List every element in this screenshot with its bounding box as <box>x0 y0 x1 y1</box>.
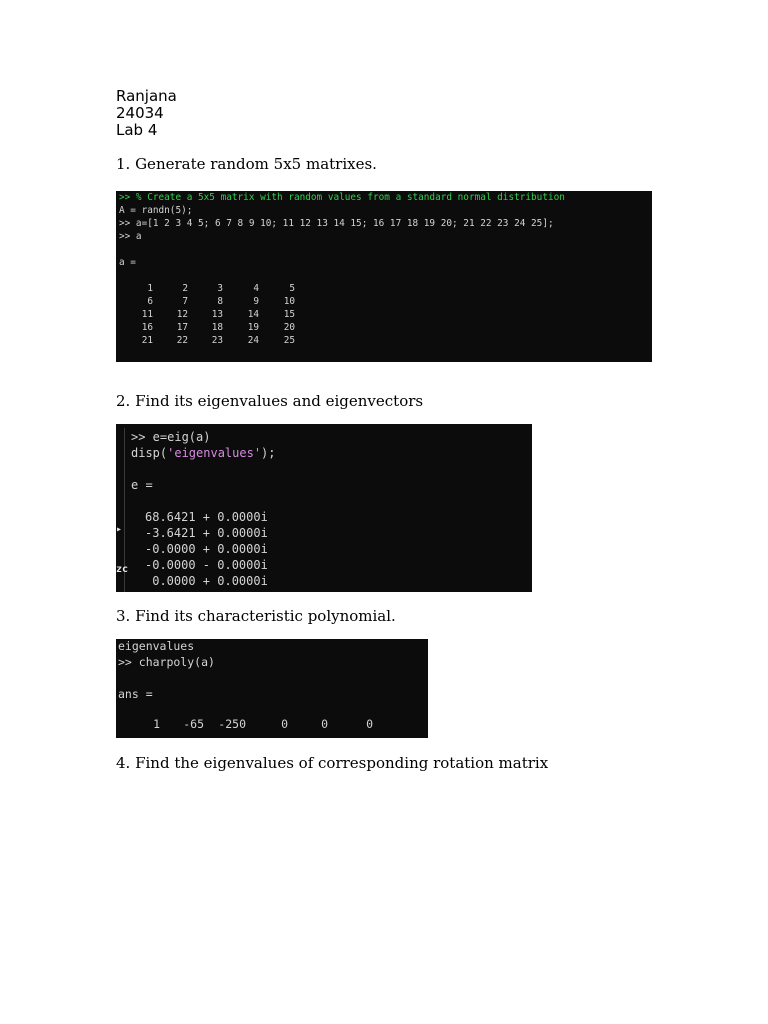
matrix-cell: 5 <box>289 283 295 294</box>
coefficient-cell: -250 <box>218 717 246 731</box>
terminal-charpoly-line: >> charpoly(a) <box>118 655 215 669</box>
matrix-cell: 16 <box>141 322 153 333</box>
coefficient-cell: 0 <box>366 717 373 731</box>
terminal-output-label: ans = <box>118 687 153 701</box>
matrix-cell: 8 <box>217 296 223 307</box>
question-4: 4. Find the eigenvalues of corresponding rotation matrix <box>116 754 549 772</box>
matrix-cell: 17 <box>176 322 188 333</box>
eigenvalue-line: -0.0000 + 0.0000i <box>145 542 268 556</box>
coefficient-cell: 1 <box>153 717 160 731</box>
edge-text: zc <box>116 564 129 575</box>
terminal-comment-line: >> % Create a 5x5 matrix with random values from a standard normal distribution <box>119 192 565 203</box>
matrix-cell: 22 <box>176 335 188 346</box>
matrix-cell: 11 <box>141 309 153 320</box>
terminal-eig-line: >> e=eig(a) <box>131 430 211 444</box>
matrix-cell: 4 <box>253 283 259 294</box>
matrix-cell: 12 <box>176 309 188 320</box>
question-3: 3. Find its characteristic polynomial. <box>116 607 396 625</box>
terminal-screenshot-charpoly <box>116 639 428 738</box>
matrix-cell: 15 <box>283 309 295 320</box>
coefficient-cell: 0 <box>281 717 288 731</box>
matrix-cell: 9 <box>253 296 259 307</box>
eigenvalue-line: 68.6421 + 0.0000i <box>145 510 268 524</box>
eigenvalue-line: -3.6421 + 0.0000i <box>145 526 268 540</box>
disp-string: 'eigenvalues' <box>167 446 262 460</box>
matrix-cell: 14 <box>247 309 259 320</box>
terminal-output-label: e = <box>131 478 153 492</box>
matrix-cell: 23 <box>211 335 223 346</box>
terminal-screenshot-matrix <box>116 191 652 362</box>
terminal-disp-output: eigenvalues <box>118 639 195 653</box>
terminal-screenshot-eigenvalues <box>116 424 532 592</box>
matrix-cell: 21 <box>141 335 153 346</box>
student-name: Ranjana <box>116 87 177 105</box>
matrix-cell: 10 <box>283 296 295 307</box>
matrix-cell: 25 <box>283 335 295 346</box>
matrix-cell: 20 <box>283 322 295 333</box>
matrix-cell: 19 <box>247 322 259 333</box>
matrix-cell: 1 <box>147 283 153 294</box>
edge-arrow: ▸ <box>116 524 123 535</box>
terminal-output-label: a = <box>119 257 136 268</box>
lab-title: Lab 4 <box>116 121 158 139</box>
terminal-disp-line <box>131 446 276 460</box>
disp-suffix: ); <box>261 446 276 460</box>
terminal-randn-line: A = randn(5); <box>119 205 193 216</box>
eigenvalue-line: -0.0000 - 0.0000i <box>145 558 268 572</box>
matrix-cell: 3 <box>217 283 223 294</box>
matrix-cell: 18 <box>211 322 223 333</box>
matrix-cell: 24 <box>247 335 259 346</box>
matrix-cell: 2 <box>182 283 188 294</box>
matrix-cell: 6 <box>147 296 153 307</box>
question-2: 2. Find its eigenvalues and eigenvectors <box>116 392 424 410</box>
coefficient-cell: -65 <box>183 717 204 731</box>
question-1: 1. Generate random 5x5 matrixes. <box>116 155 377 173</box>
terminal-display-line: >> a <box>119 231 142 242</box>
student-id: 24034 <box>116 104 164 122</box>
matrix-cell: 7 <box>182 296 188 307</box>
coefficient-cell: 0 <box>321 717 328 731</box>
matrix-cell: 13 <box>211 309 223 320</box>
terminal-matrix-assign-line: >> a=[1 2 3 4 5; 6 7 8 9 10; 11 12 13 14 15; 16 17 18 19 20; 21 22 23 24 25]; <box>119 218 554 229</box>
eigenvalue-line: 0.0000 + 0.0000i <box>145 574 268 588</box>
disp-prefix: disp( <box>131 446 168 460</box>
